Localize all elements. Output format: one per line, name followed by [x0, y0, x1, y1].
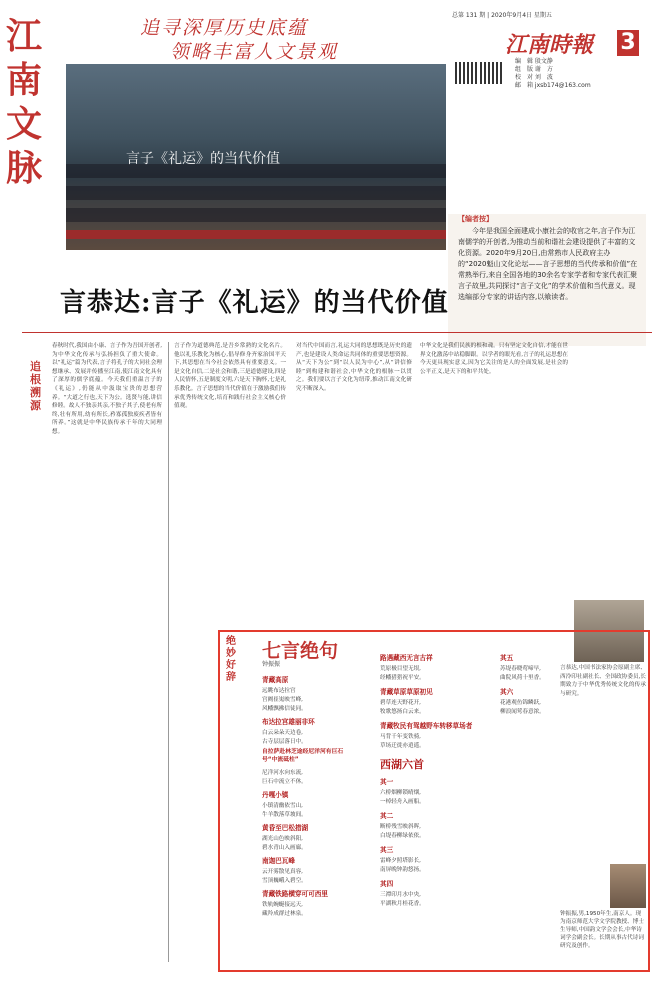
poem-line: 白云朵朵天边卷,	[262, 730, 303, 736]
poem-line: 巨石中流立不休。	[262, 779, 307, 785]
poem-line: 平湖秋月桂花香。	[380, 901, 425, 907]
stage-desk	[66, 230, 446, 239]
poem-line: 三潭印月水中央,	[380, 892, 421, 898]
audience-row	[66, 186, 446, 200]
qr-code-icon	[480, 62, 502, 84]
poem-heading: 青藏牧民有驾越野车转移草场者	[380, 722, 473, 730]
poem-line: 六桥烟柳锁晴烟,	[380, 790, 421, 796]
poem-heading: 其六	[500, 688, 514, 696]
poem-heading: 布达拉宫雄丽非环	[262, 718, 315, 726]
poem-line: 柳浪闻莺春意浓。	[500, 709, 545, 715]
issue-line: 总第 131 期 | 2020年9月4日 星期五	[452, 12, 552, 19]
poem-line: 雷峰夕照塔影长,	[380, 858, 421, 864]
poem-heading: 黄昏至巴松措湖	[262, 824, 309, 832]
column-title-line1: 江南	[6, 15, 43, 101]
poem-line: 尼洋河水向东流,	[262, 770, 303, 776]
article-text: 中华文化是我们民族的根和魂。只有坚定文化自信,才能在世界文化激荡中站稳脚跟。以学者的眼光看,言子的礼运思想在今天更具现实意义,因为它关注的是人的全面发展,是社会的公平正义,是天下的和平共处。	[420, 343, 568, 375]
poem-line: 远眺布达拉宫	[262, 688, 296, 694]
author-bio-text: 言恭达,中国书法家协会原副主席、西泠印社副社长、全国政协委员,长期致力于中华优秀传统文化的传承与研究。	[560, 665, 646, 697]
editor-note-label: 【编者按】	[458, 215, 493, 223]
poem-line: 小镇清幽依雪山,	[262, 803, 303, 809]
qr-code-icon	[455, 62, 477, 84]
staff-email: 邮 箱 jxsb174@163.com	[515, 82, 591, 89]
poem-line: 牛羊散落草坡间。	[262, 812, 307, 818]
poet-bio: 钟振振,男,1950年生,南京人。现为南京师范大学文学院教授、博士生导师,中国韵文学会会长,中华诗词学会副会长。长期从事古代诗词研究及创作。	[560, 911, 644, 949]
poem-line: 一棹轻舟入画船。	[380, 799, 425, 805]
poem-heading: 其四	[380, 880, 394, 888]
article-column-2	[174, 342, 286, 622]
poem-heading: 青藏草原草原初见	[380, 688, 433, 696]
article-column-4	[420, 342, 568, 622]
divider	[22, 332, 652, 333]
poem-line: 云开雾散见真容,	[262, 869, 303, 875]
article-text: 对当代中国而言,礼运大同的思想既是历史的遗产,也是建设人类命运共同体的重要思想资源。从“天下为公”到“以人民为中心”,从“讲信修睦”到构建和谐社会,中华文化的根脉一以贯之。我们要以言子文化为纽带,推动江南文化研究不断深入。	[296, 343, 412, 392]
audience-row	[66, 208, 446, 222]
poem-line: 曲院风荷十里香。	[500, 675, 545, 681]
editor-note-text: 今年是我国全面建成小康社会的收官之年,言子作为江南儒学的开创者,为推动当前和谐社会建设提供了丰富的文化资源。2020年9月20日,由常熟市人民政府主办的“2020魁山文化论坛——言子思想的当代传承和价值”在常熟举行,来自全国各地的30余名专家学者和专家代表汇聚言子故里,共同探讨“言子文化”的学术价值和当代意义。现选编部分专家的讲话内容,以飨读者。	[458, 227, 638, 301]
article-text: 春秋时代,我国由小康、言子作为吾国开创者,为中华文化传承与弘扬担负了重大使命。以“礼运”篇为代表,言子将孔子的大同社会理想继承、发展并传播至江南,使江南文化具有了深厚的儒学底蕴。今天我们重温言子的《礼运》,仍能从中汲取宝贵的思想营养。“大道之行也,天下为公。选贤与能,讲信修睦。故人不独亲其亲,不独子其子,使老有所终,壮有所用,幼有所长,矜寡孤独废疾者皆有所养。”这就是中华民族传承千年的大同理想。	[52, 343, 162, 435]
poem-heading: 其二	[380, 812, 394, 820]
article-text: 言子作为道德典范,是吾乡常熟的文化名片。他以礼乐教化为核心,倡导修身齐家治国平天下,其思想在当今社会依然具有重要意义。一是文化自信,二是社会和谐,三是道德建设,四是人民情怀,五是制度文明,六是天下胸怀,七是礼乐教化。言子思想的当代价值在于激励我们传承优秀传统文化,培育和践行社会主义核心价值观。	[174, 343, 286, 410]
poem-line: 湖光山色映斜阳,	[262, 836, 303, 842]
page-number: 3	[617, 30, 639, 56]
poem-heading: 南迦巴瓦峰	[262, 857, 295, 865]
column-title-line2: 文脉	[6, 103, 43, 189]
poem-heading	[262, 748, 352, 764]
poet-photo	[610, 864, 646, 908]
poem-heading: 路遇藏西无言古祥	[380, 654, 433, 662]
slogan	[140, 16, 338, 64]
poem-line: 断桥残雪映斜晖,	[380, 824, 421, 830]
slogan-line2: 领略丰富人文景观	[170, 41, 339, 63]
staff-credits	[515, 58, 591, 90]
poem-heading: 其三	[380, 846, 394, 854]
poem-heading: 青藏高原	[262, 676, 289, 684]
staff-design: 组 版 谢 方	[515, 66, 553, 73]
headline: 言恭达:言子《礼运》的当代价值	[60, 288, 449, 318]
poem-line: 风幡飘拂信徒同。	[262, 706, 307, 712]
poem-line: 古寺层层落日中。	[262, 739, 307, 745]
poem-heading: 丹嘎小镇	[262, 791, 289, 799]
poem-line: 草场迁徙亦逍遥。	[380, 743, 425, 749]
poem-heading: 其一	[380, 778, 394, 786]
poem-line: 马背千年变铁骑,	[380, 734, 421, 740]
newspaper-brand: 江南時報	[505, 32, 594, 58]
poem-line: 雪顶巍峨入碧空。	[262, 878, 307, 884]
poem-line: 花港观鱼锦鳞跃,	[500, 700, 541, 706]
poem-line: 牧歌悠扬白云来。	[380, 709, 425, 715]
poem-line: 荒原极目望无垠,	[380, 666, 421, 672]
poem-line: 白堤春柳绿依依。	[380, 833, 425, 839]
poem-line: 经幡猎猎祝平安。	[380, 675, 425, 681]
staff-editor: 编 辑 殷文静	[515, 58, 553, 65]
poetry-kicker: 绝 妙 好 辞	[226, 636, 236, 683]
poem-line: 宫阙崔嵬映雪峰,	[262, 697, 303, 703]
poem-heading-text: 自拉萨赴林芝途经尼洋河有巨石号“中流砥柱”	[262, 749, 344, 763]
article-column-1	[52, 342, 162, 962]
poem-heading: 青藏铁路横穿可可西里	[262, 890, 328, 898]
staff-proof: 校 对 刘 波	[515, 74, 553, 81]
column-title	[6, 14, 54, 190]
column-divider	[168, 342, 169, 962]
poem-line: 碧草连天野花开,	[380, 700, 421, 706]
poetry-title: 七言绝句	[262, 640, 339, 662]
article-column-3	[296, 342, 412, 622]
section-kicker: 追 根 溯 源	[30, 360, 41, 412]
poem-group-heading: 西湖六首	[380, 758, 424, 771]
poem-line: 藏羚成群过林泉。	[262, 911, 307, 917]
photo-banner: 言子《礼运》的当代价值	[126, 151, 280, 167]
poem-line: 苏堤春晓莺啼早,	[500, 666, 541, 672]
poem-line: 铁轨蜿蜒接远天,	[262, 902, 303, 908]
lead-photo	[66, 64, 446, 250]
poem-heading: 其五	[500, 654, 514, 662]
slogan-line1: 追寻深厚历史底蕴	[140, 17, 309, 39]
poem-line: 碧水青山入画廊。	[262, 845, 307, 851]
poem-line: 南屏晚钟韵悠扬。	[380, 867, 425, 873]
poetry-author: 钟振振	[262, 661, 281, 668]
